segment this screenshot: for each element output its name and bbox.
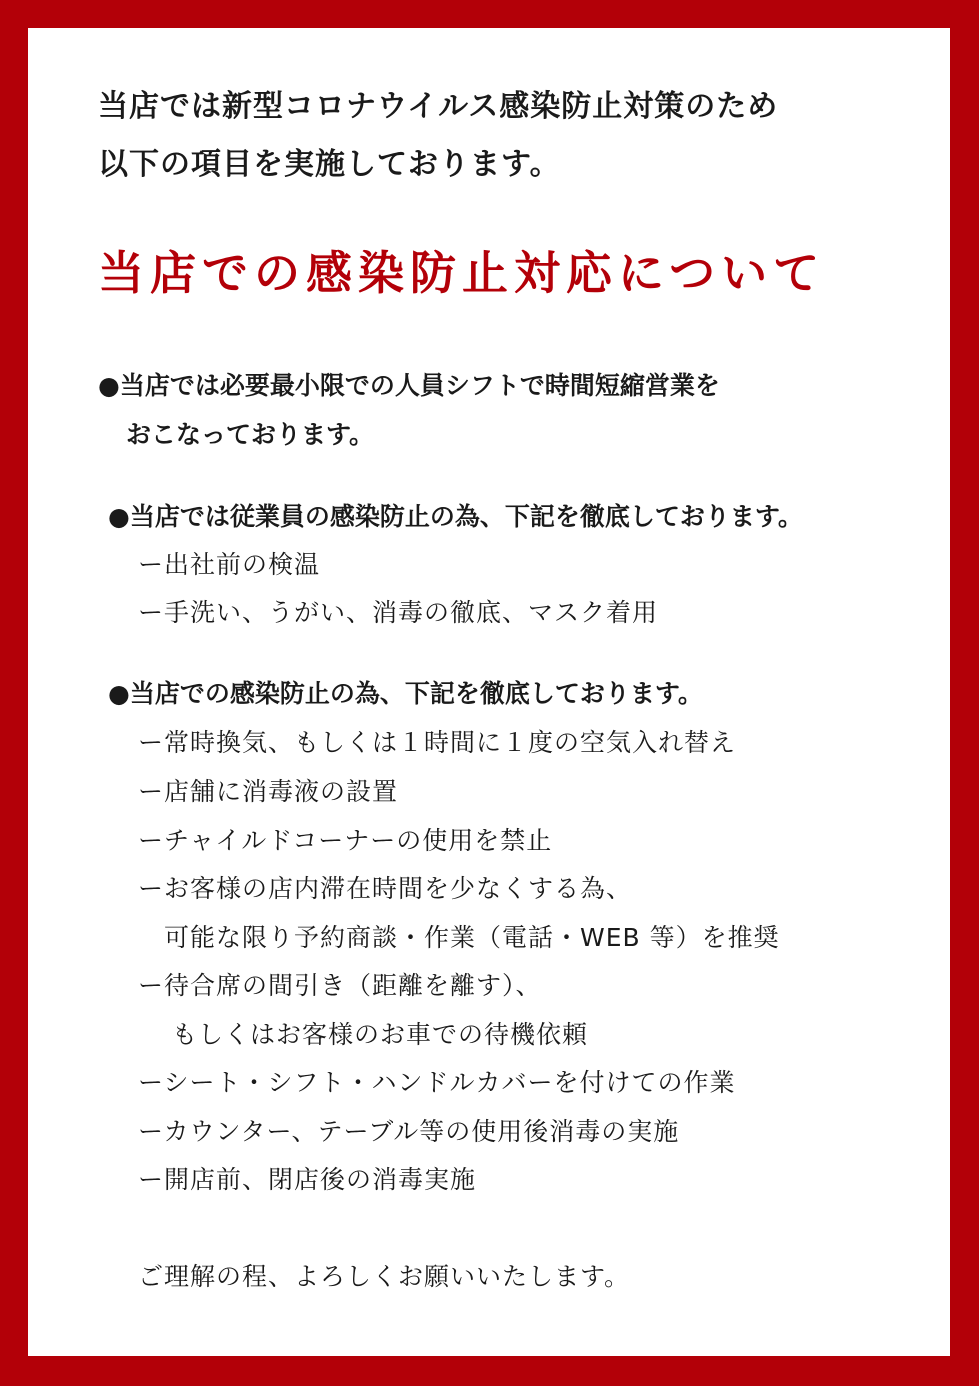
section3-item: ー開店前、閉店後の消毒実施 [138, 1165, 477, 1194]
section3-item: ーカウンター、テーブル等の使用後消毒の実施 [138, 1117, 680, 1146]
section2-item: ー出社前の検温 [138, 550, 321, 579]
section3-item: ーチャイルドコーナーの使用を禁止 [138, 826, 553, 855]
notice-heading: 当店での感染防止対応について [98, 246, 826, 300]
section2-title: ●当店では従業員の感染防止の為、下記を徹底しております。 [108, 502, 803, 531]
section3-item: ー店舗に消毒液の設置 [138, 777, 399, 806]
section1-line-1: ●当店では必要最小限での人員シフトで時間短縮営業を [98, 371, 720, 400]
intro-line-1: 当店では新型コロナウイルス感染防止対策のため [98, 89, 779, 124]
section2-item: ー手洗い、うがい、消毒の徹底、マスク着用 [138, 598, 659, 627]
section1-line-2: おこなっております。 [126, 420, 375, 449]
section3-title: ●当店での感染防止の為、下記を徹底しております。 [108, 679, 703, 708]
section3-item-continuation: もしくはお客様のお車での待機依頼 [172, 1020, 589, 1049]
section3-item: ー常時換気、もしくは１時間に１度の空気入れ替え [138, 728, 737, 757]
section3-item: ー待合席の間引き（距離を離す）、 [138, 971, 542, 1000]
section3-item: ーシート・シフト・ハンドルカバーを付けての作業 [138, 1068, 736, 1097]
section3-item: ーお客様の店内滞在時間を少なくする為、 [138, 874, 633, 903]
intro-line-2: 以下の項目を実施しております。 [98, 147, 561, 182]
section3-item-continuation: 可能な限り予約商談・作業（電話・WEB 等）を推奨 [164, 923, 780, 952]
closing-message: ご理解の程、よろしくお願いいたします。 [138, 1262, 631, 1291]
